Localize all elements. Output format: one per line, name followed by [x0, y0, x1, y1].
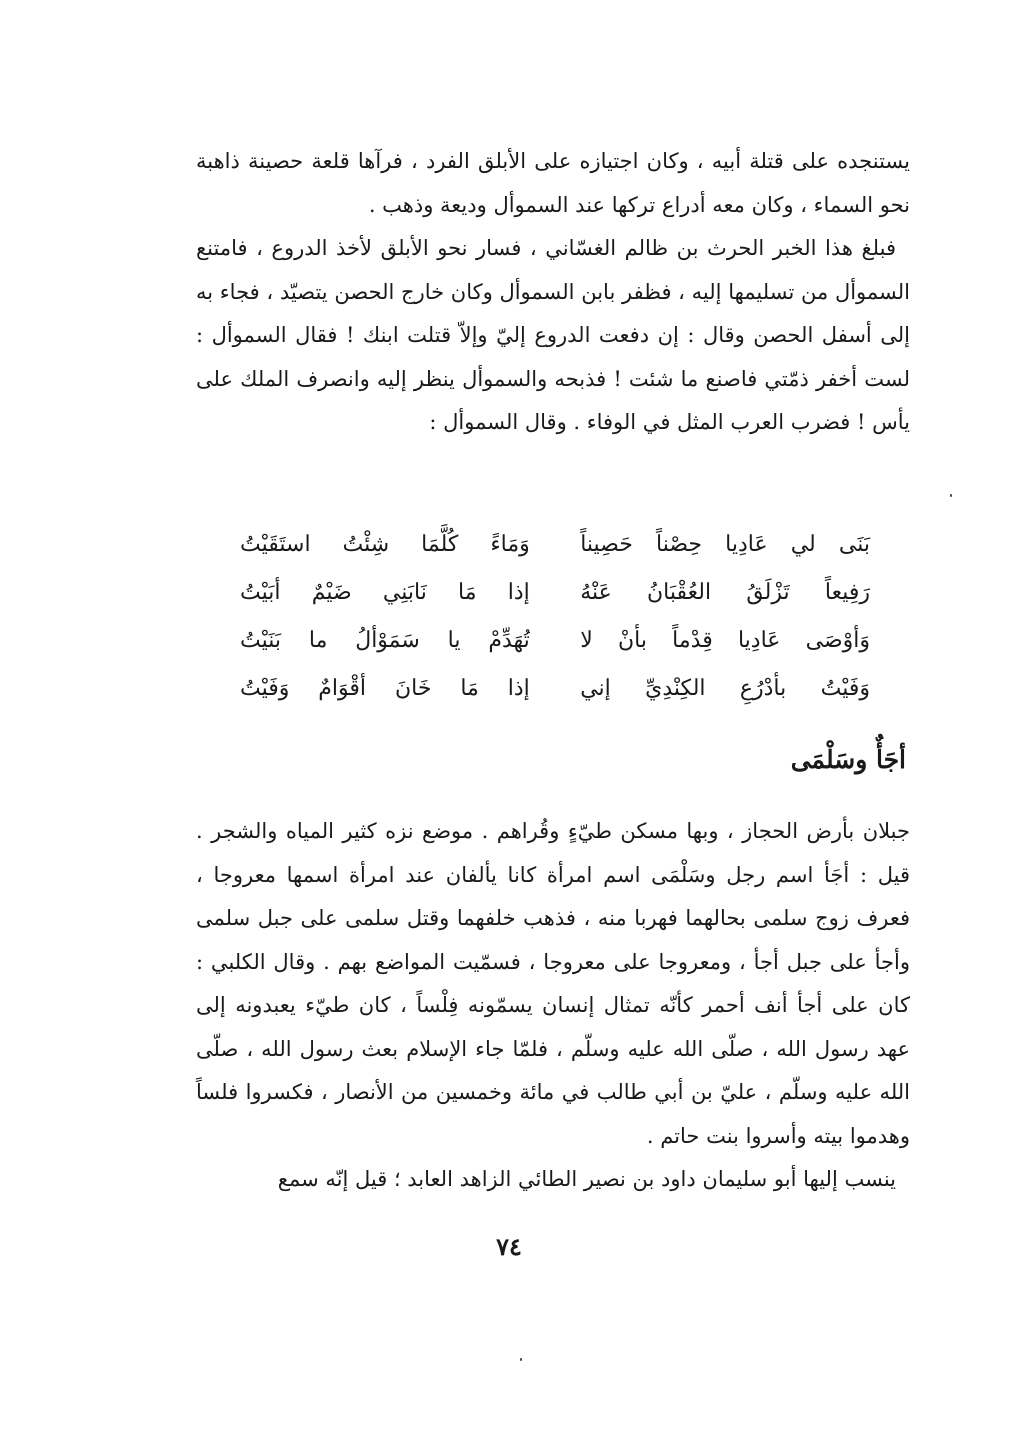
- hemistich-second: إذا مَا نَابَنِي ضَيْمٌ أبَيْتُ: [240, 579, 530, 605]
- hemistich-second: تُهَدِّمْ يا سَمَوْألُ ما بَنَيْتُ: [240, 627, 530, 653]
- paragraph: فبلغ هذا الخبر الحرث بن ظالم الغسّاني ، فسار نحو الأبلق لأخذ الدروع ، فامتنع السموأل من تسليمها إليه ، فظفر بابن السموأل وكان خارج الحصن يتصيّد ، فجاء به إلى أسفل الحصن وقال : إن دفعت الدروع إليّ وإلاّ قتلت ابنك ! فقال السموأل : لست أخفر ذمّتي فاصنع ما شئت ! فذبحه والسموأل ينظر إليه وانصرف الملك على يأس ! فضرب العرب المثل في الوفاء . وقال السموأل :: [196, 236, 910, 434]
- verse-line: [240, 664, 870, 712]
- hemistich-second: وَمَاءً كُلَّمَا شِئْتُ استَقَيْتُ: [240, 531, 530, 557]
- paragraph: جبلان بأرض الحجاز ، وبها مسكن طيّءٍ وقُراهم . موضع نزه كثير المياه والشجر . قيل : أجَأ اسم رجل وسَلْمَى اسم امرأة كانا يألفان عند امرأة اسمها معروجا ، فعرف زوج سلمى بحالهما فهربا منه ، فذهب خلفهما وقتل سلمى على جبل سلمى وأجأ على جبل أجأ ، ومعروجا على معروجا ، فسمّيت المواضع بهم . وقال الكلبي : كان على أجأ أنف أحمر كأنّه تمثال إنسان يسمّونه فِلْساً ، كان طيّء يعبدونه إلى عهد رسول الله ، صلّى الله عليه وسلّم ، فلمّا جاء الإسلام بعث رسول الله ، صلّى الله عليه وسلّم ، عليّ بن أبي طالب في مائة وخمسين من الأنصار ، فكسروا فلساً وهدموا بيته وأسروا بنت حاتم .: [196, 819, 910, 1148]
- verse-line: [240, 616, 870, 664]
- verse-line: [240, 568, 870, 616]
- main-text-top: [196, 140, 910, 445]
- verse-line: [240, 520, 870, 568]
- page-number: ٧٤: [496, 1232, 522, 1261]
- hemistich-second: إذا مَا خَانَ أقْوَامٌ وَفَيْتُ: [240, 675, 530, 701]
- main-text-bottom: [196, 810, 910, 1202]
- scan-speck: [950, 494, 952, 497]
- hemistich-first: رَفِيعاً تَزْلَقُ العُقْبَانُ عَنْهُ: [580, 579, 870, 605]
- section-heading: أجَأٌ وسَلْمَى: [790, 745, 906, 774]
- paragraph: يستنجده على قتلة أبيه ، وكان اجتيازه على الأبلق الفرد ، فرآها قلعة حصينة ذاهبة نحو السماء ، وكان معه أدراع تركها عند السموأل وديعة وذهب .: [196, 149, 910, 217]
- hemistich-first: بَنَى لي عَادِيا حِصْناً حَصِيناً: [580, 531, 870, 557]
- poem: [240, 520, 870, 712]
- scan-speck: [520, 1358, 522, 1361]
- hemistich-first: وَفَيْتُ بأدْرُعِ الكِنْدِيِّ إني: [580, 675, 870, 701]
- paragraph: ينسب إليها أبو سليمان داود بن نصير الطائي الزاهد العابد ؛ قيل إنّه سمع: [277, 1167, 896, 1191]
- hemistich-first: وَأوْصَى عَادِيا قِدْماً بأنْ لا: [580, 627, 870, 653]
